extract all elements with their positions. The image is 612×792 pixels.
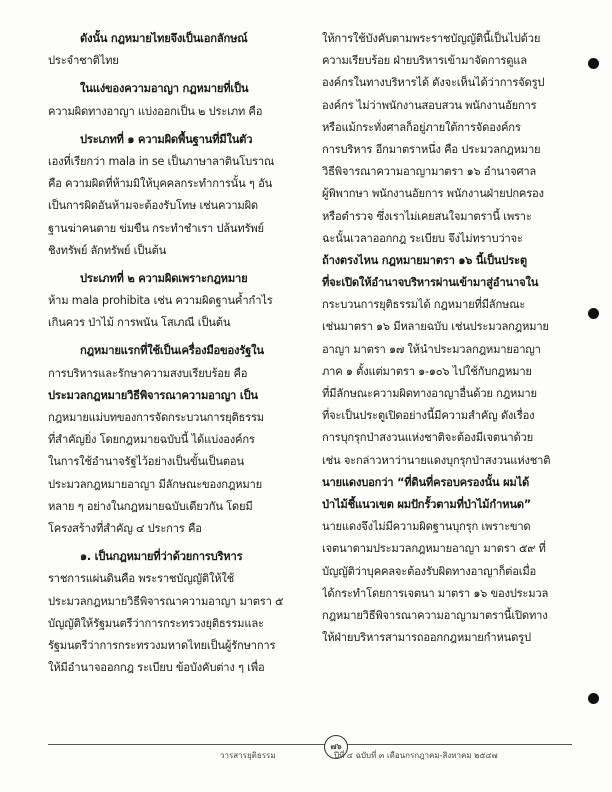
binder-hole-top — [588, 58, 599, 69]
text-line: หรือตำรวจ ซึ่งเราไม่เคยสนใจมาตรานี้ เพราะ — [322, 209, 532, 223]
text-line: ที่จะเป็นประตูเปิดอย่างนี้มีความสำคัญ ดังเรื่อง — [322, 409, 535, 423]
footer-journal-name: วารสารยุติธรรม — [220, 751, 276, 760]
text-line: เช่นมาตรา ๑๖ มีหลายฉบับ เช่นประมวลกฎหมาย — [322, 320, 549, 334]
text-line: ให้การใช้บังคับตามพระราชบัญญัตินี้เป็นไปด้วย — [322, 32, 541, 45]
text-line: ความผิดทางอาญา แบ่งออกเป็น ๒ ประเภท คือ — [48, 104, 263, 118]
text-line: ในแง่ของความอาญา กฎหมายที่เป็น — [80, 82, 249, 96]
text-line: อาญา มาตรา ๑๗ ให้นำประมวลกฎหมายอาญา — [322, 342, 541, 356]
text-line: องค์กร ไม่ว่าพนักงานสอบสวน พนักงานอัยการ — [322, 98, 537, 112]
text-line: ประมวลกฎหมายอาญา มีลักษณะของกฎหมาย — [48, 477, 262, 491]
text-line: วิธีพิจารณาความอาญามาตรา ๑๖ อำนาจศาล — [322, 165, 537, 179]
text-line: ที่มีลักษณะความผิดทางอาญาอื่นด้วย กฎหมาย — [322, 387, 537, 400]
text-line: คือ ความผิดที่ห้ามมิให้บุคคลกระทำการนั้น ๆ อัน — [48, 177, 273, 191]
text-line: กฎหมายวิธีพิจารณาความอาญามาตรานี้เปิดทาง — [322, 608, 548, 622]
text-line: ถ้างตรงไหน กฎหมายมาตรา ๑๖ นี้เป็นประตู — [322, 253, 527, 267]
text-line: ป่าไม้ชี้แนวเขต ผมปักรั้วตามที่ป่าไม้กำหนด” — [322, 497, 532, 511]
text-line: เช่น จะกล่าวหาว่านายแดงบุกรุกป่าสงวนแห่งชาติ — [322, 453, 551, 467]
page-footer — [48, 744, 572, 765]
text-line: ฉะนั้นเวลาออกกฎ ระเบียบ จึงไม่ทราบว่าจะ — [322, 231, 523, 245]
text-line: องค์กรในทางบริหารได้ ดังจะเห็นได้ว่าการจัดรูป — [322, 76, 545, 90]
binder-hole-bottom — [588, 693, 599, 704]
text-line: ที่จะเปิดให้อำนาจบริหารผ่านเข้ามาสู่อำนาจใน — [322, 276, 539, 290]
text-line: ฐานฆ่าคนตาย ข่มขืน กระทำชำเรา ปล้นทรัพย์ — [48, 221, 264, 235]
text-line: ได้กระทำโดยการเจตนา มาตรา ๑๖ ของประมวล — [322, 586, 549, 600]
text-line: ผู้พิพากษา พนักงานอัยการ พนักงานฝ่ายปกครอง — [322, 187, 544, 201]
text-line: ประเภทที่ ๒ ความผิดเพราะกฎหมาย — [80, 271, 248, 285]
text-line: ความเรียบร้อย ฝ่ายบริหารเข้ามาจัดการดูแล — [322, 54, 527, 68]
text-line: เจตนาตามประมวลกฎหมายอาญา มาตรา ๕๙ ที่ — [322, 542, 546, 556]
left-column — [48, 28, 310, 679]
text-line: หลาย ๆ อย่างในกฎหมายฉบับเดียวกัน โดยมี — [48, 499, 253, 513]
text-line: กระบวนการยุติธรรมได้ กฎหมายที่มีลักษณะ — [322, 298, 526, 312]
text-line: การบริหาร อีกมาตราหนึ่ง คือ ประมวลกฎหมาย — [322, 142, 541, 156]
text-line: ดังนั้น กฎหมายไทยจึงเป็นเอกลักษณ์ — [80, 32, 248, 45]
text-line: หรือแม้กระทั่งศาลก็อยู่ภายใต้การจัดองค์กร — [322, 120, 521, 134]
text-line: โครงสร้างที่สำคัญ ๔ ประการ คือ — [48, 521, 202, 535]
binder-hole-middle — [588, 308, 599, 319]
text-line: ห้าม mala prohibita เช่น ความผิดฐานค้ำกำไร — [48, 294, 273, 308]
text-line: การบริหารและรักษาความสงบเรียบร้อย คือ — [48, 366, 248, 380]
text-line: ภาค ๑ ตั้งแต่มาตรา ๑-๑๐๖ ไปใช้กับกฎหมาย — [322, 364, 532, 378]
text-line: ประจำชาติไทย — [48, 54, 119, 68]
text-line: ๑. เป็นกฎหมายที่ว่าด้วยการบริหาร — [80, 550, 243, 564]
right-column — [322, 28, 572, 649]
text-line: กฎหมายแม่บทของการจัดกระบวนการยุติธรรม — [48, 411, 264, 424]
text-line: การบุกรุกป่าสงวนแห่งชาติจะต้องมีเจตนาด้วย — [322, 431, 533, 445]
text-line: นายแดงบอกว่า “ที่ดินที่ครอบครองนั้น ผมได้ — [322, 475, 530, 489]
text-line: ที่สำคัญยิ่ง โดยกฎหมายฉบับนี้ ได้แบ่งองค์กร — [48, 433, 255, 447]
text-line: ประมวลกฎหมายวิธีพิจารณาความอาญา มาตรา ๕ — [48, 594, 284, 608]
text-line: นายแดงจึงไม่มีความผิดฐานบุกรุก เพราะขาด — [322, 520, 531, 534]
text-line: ประมวลกฎหมายวิธีพิจารณาความอาญา เป็น — [48, 388, 258, 402]
text-line: กฎหมายแรกที่ใช้เป็นเครื่องมือของรัฐใน — [80, 344, 264, 358]
text-line: บัญญัติว่าบุคคลจะต้องรับผิดทางอาญาก็ต่อเมื่อ — [322, 564, 537, 578]
text-line: เองที่เรียกว่า mala in se เป็นภาษาลาตินโบราณ — [48, 154, 275, 168]
text-line: ให้ฝ่ายบริหารสามารถออกกฎหมายกำหนดรูป — [322, 631, 531, 645]
page-number: ๗๖ — [324, 735, 348, 759]
text-line: ประเภทที่ ๑ ความผิดพื้นฐานที่มีในตัว — [80, 132, 253, 146]
text-line: ในการใช้อำนาจรัฐไว้อย่างเป็นขั้นเป็นตอน — [48, 455, 244, 469]
footer-issue-info: ปีที่ ๔ ฉบับที่ ๓ เดือนกรกฎาคม-สิงหาคม ๒๕๔๗ — [334, 751, 498, 760]
text-line: บัญญัติให้รัฐมนตรีว่าการกระทรวงยุติธรรมและ — [48, 616, 264, 630]
text-line: ราชการแผ่นดินคือ พระราชบัญญัติให้ใช้ — [48, 572, 235, 586]
text-line: เกินควร ป่าไม้ การพนัน โสเภณี เป็นต้น — [48, 316, 231, 330]
text-line: รัฐมนตรีว่าการกระทรวงมหาดไทยเป็นผู้รักษาการ — [48, 638, 276, 652]
text-line: เป็นการผิดอันห้ามจะต้องรับโทษ เช่นความผิด — [48, 199, 258, 213]
text-line: ชิงทรัพย์ ลักทรัพย์ เป็นต้น — [48, 243, 167, 257]
text-line: ให้มีอำนาจออกกฎ ระเบียบ ข้อบังคับต่าง ๆ เพื่อ — [48, 661, 265, 675]
